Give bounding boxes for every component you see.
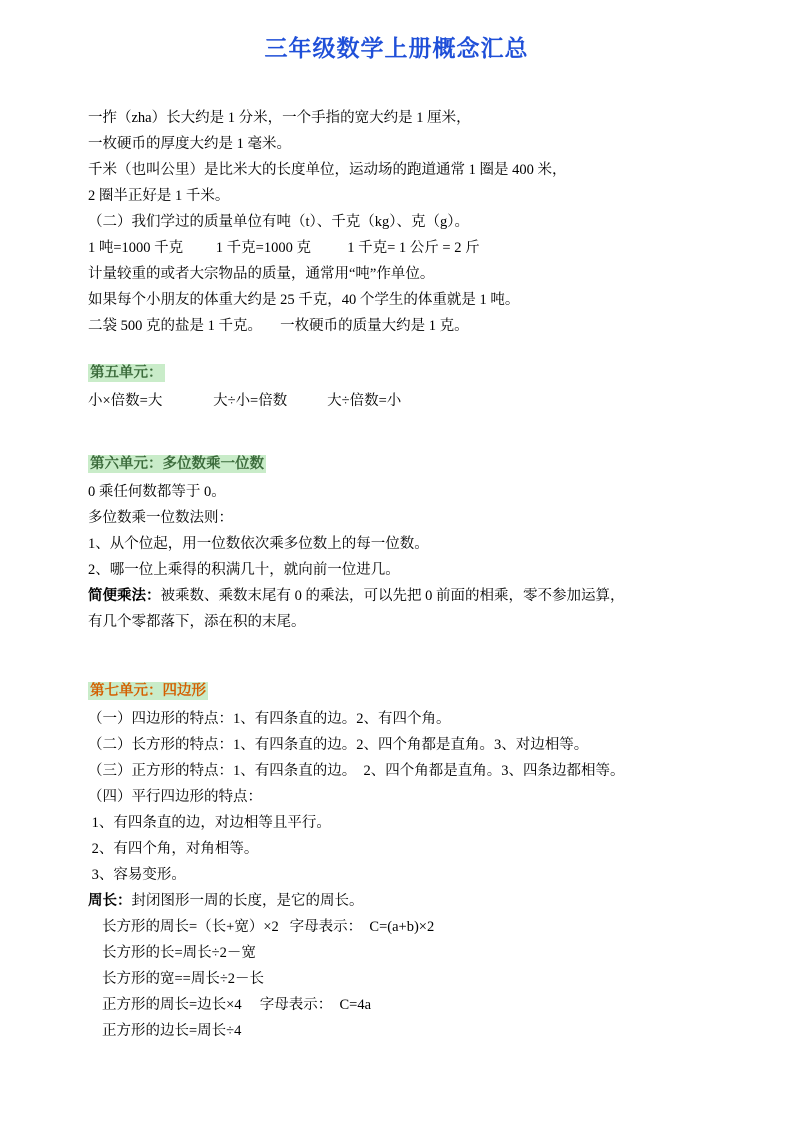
unit6-simple-rule-label: 简便乘法： bbox=[88, 588, 161, 604]
formula-line: 长方形的周长=（长+宽）×2 字母表示： C=(a+b)×2 bbox=[102, 919, 435, 935]
intro-line: 一拃（zha）长大约是 1 分米，一个手指的宽大约是 1 厘米， bbox=[88, 110, 471, 126]
intro-line: （二）我们学过的质量单位有吨（t）、千克（kg）、克（g）。 bbox=[88, 214, 470, 230]
unit5-heading bbox=[88, 361, 705, 382]
unit7-line: 2、有四个角，对角相等。 bbox=[88, 841, 259, 857]
unit6-line: 1、从个位起，用一位数依次乘多位数上的每一位数。 bbox=[88, 536, 429, 552]
intro-line: 2 圈半正好是 1 千米。 bbox=[88, 188, 230, 204]
unit6-simple-rule bbox=[88, 583, 705, 609]
spacer bbox=[88, 414, 705, 430]
unit7-line: （三）正方形的特点：1、有四条直的边。 2、四个角都是直角。3、四条边都相等。 bbox=[88, 763, 625, 779]
perimeter-label: 周长： bbox=[88, 893, 132, 909]
unit7-line: （二）长方形的特点：1、有四条直的边。2、四个角都是直角。3、对边相等。 bbox=[88, 737, 589, 753]
unit7-line: （一）四边形的特点：1、有四条直的边。2、有四个角。 bbox=[88, 711, 451, 727]
unit6-heading bbox=[88, 452, 705, 473]
intro-line: 一枚硬币的厚度大约是 1 毫米。 bbox=[88, 136, 291, 152]
page-title: 三年级数学上册概念汇总 bbox=[264, 35, 529, 61]
perimeter-definition bbox=[88, 888, 705, 914]
unit6-line: 2、哪一位上乘得的积满几十，就向前一位进几。 bbox=[88, 562, 400, 578]
spacer bbox=[88, 635, 705, 657]
unit6-line: 多位数乘一位数法则： bbox=[88, 510, 233, 526]
formula-line: 长方形的宽==周长÷2－长 bbox=[102, 971, 265, 987]
unit6-simple-rule-text: 被乘数、乘数末尾有 0 的乘法，可以先把 0 前面的相乘，零不参加运算， bbox=[160, 588, 625, 604]
unit6-simple-rule-cont: 有几个零都落下，添在积的末尾。 bbox=[88, 614, 306, 630]
intro-section bbox=[88, 105, 705, 339]
unit7-line: 1、有四条直的边，对边相等且平行。 bbox=[88, 815, 331, 831]
unit7-line: （四）平行四边形的特点： bbox=[88, 789, 262, 805]
unit5-heading-text: 第五单元： bbox=[90, 365, 163, 381]
formula-line: 正方形的周长=边长×4 字母表示： C=4a bbox=[102, 997, 372, 1013]
intro-line: 如果每个小朋友的体重大约是 25 千克，40 个学生的体重就是 1 吨。 bbox=[88, 292, 520, 308]
intro-line: 千米（也叫公里）是比米大的长度单位，运动场的跑道通常 1 圈是 400 米， bbox=[88, 162, 567, 178]
unit7-heading-text: 第七单元：四边形 bbox=[90, 683, 206, 699]
intro-line: 1 吨=1000 千克 1 千克=1000 克 1 千克= 1 公斤 = 2 斤 bbox=[88, 240, 480, 256]
unit7-heading bbox=[88, 679, 705, 700]
intro-line: 二袋 500 克的盐是 1 千克。 一枚硬币的质量大约是 1 克。 bbox=[88, 318, 469, 334]
unit5-line: 小×倍数=大 大÷小=倍数 大÷倍数=小 bbox=[88, 393, 402, 409]
formula-line: 长方形的长=周长÷2－宽 bbox=[102, 945, 256, 961]
formula-line: 正方形的边长=周长÷4 bbox=[102, 1023, 242, 1039]
intro-line: 计量较重的或者大宗物品的质量，通常用“吨”作单位。 bbox=[88, 266, 435, 282]
unit6-heading-text: 第六单元：多位数乘一位数 bbox=[90, 456, 264, 472]
unit7-line: 3、容易变形。 bbox=[88, 867, 186, 883]
unit6-line: 0 乘任何数都等于 0。 bbox=[88, 484, 226, 500]
perimeter-text: 封闭图形一周的长度，是它的周长。 bbox=[131, 893, 364, 909]
